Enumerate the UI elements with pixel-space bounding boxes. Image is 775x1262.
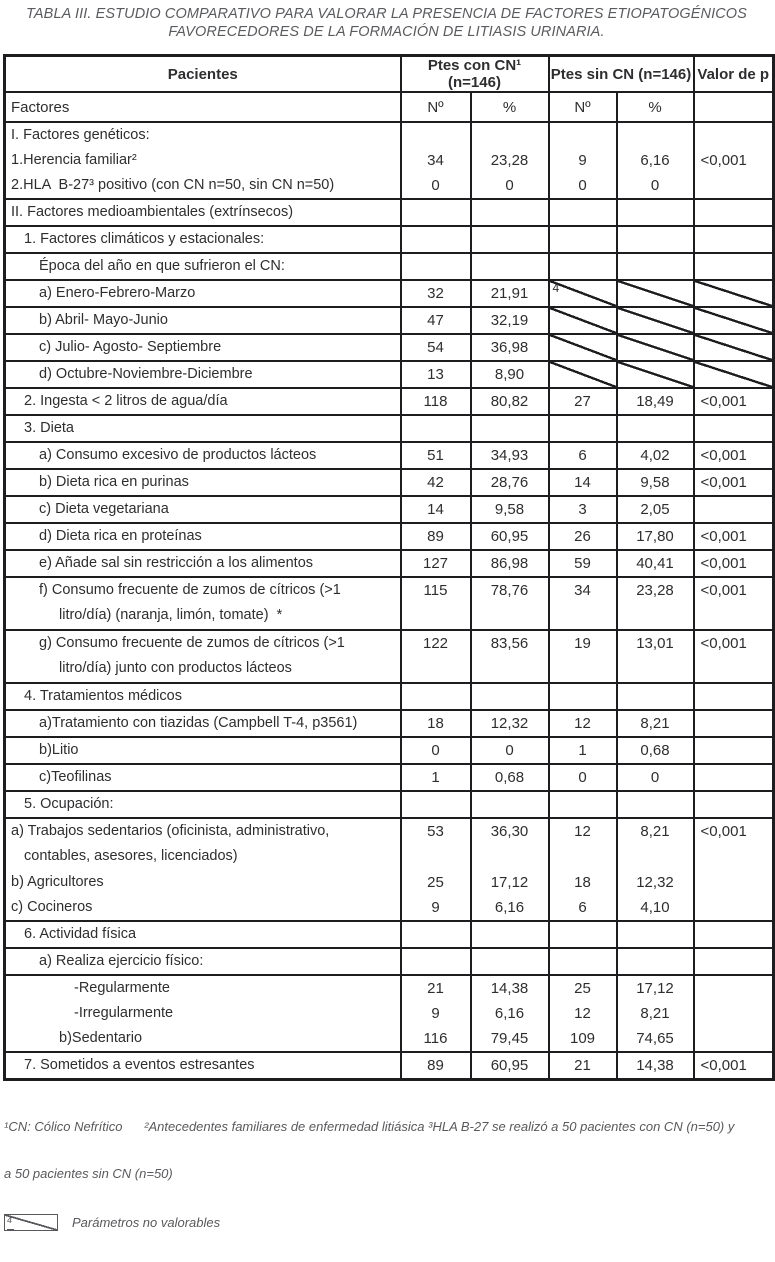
value-cell: 0,68 <box>617 737 694 764</box>
value-cell <box>471 253 549 280</box>
factor-label-cell: b) Agricultores <box>11 874 104 890</box>
table-title <box>2 5 771 41</box>
value-cell <box>694 948 774 975</box>
value-cell <box>471 791 549 818</box>
value-cell: 14,38 <box>471 975 549 1001</box>
value-cell: 9 <box>401 1001 471 1026</box>
value-cell: <0,001 <box>694 523 774 550</box>
table-row <box>5 630 774 683</box>
table-row <box>5 683 774 710</box>
not-assessable-cell <box>694 334 774 361</box>
table-row <box>5 388 774 415</box>
header-row-subcolumns <box>5 92 774 122</box>
value-cell: 12,32 <box>471 710 549 737</box>
value-cell: 0 <box>549 764 617 791</box>
value-cell: 0,68 <box>471 764 549 791</box>
value-cell: 6,16 <box>617 148 694 173</box>
factor-label-cell: 5. Ocupación: <box>5 791 401 818</box>
value-cell: 21 <box>401 975 471 1001</box>
value-cell: 14 <box>549 469 617 496</box>
table-row <box>5 253 774 280</box>
header-con-cn: Ptes con CN¹ (n=146) <box>401 56 549 93</box>
value-cell: 6,16 <box>471 895 549 921</box>
value-cell: 13,01 <box>617 630 694 683</box>
factor-label-cell: d) Octubre-Noviembre-Diciembre <box>5 361 401 388</box>
factor-label-cell: II. Factores medioambientales (extrínsecos) <box>5 199 401 226</box>
header-pacientes: Pacientes <box>5 56 401 93</box>
value-cell <box>401 948 471 975</box>
value-cell <box>694 737 774 764</box>
value-cell: 74,65 <box>617 1026 694 1052</box>
table-row <box>5 469 774 496</box>
value-cell <box>401 415 471 442</box>
not-assessable-cell <box>549 280 617 307</box>
value-cell <box>617 415 694 442</box>
table-row <box>5 442 774 469</box>
value-cell: <0,001 <box>694 630 774 683</box>
value-cell <box>401 122 471 148</box>
table-row <box>5 280 774 307</box>
factor-label-cell: 1.Herencia familiar² <box>11 152 137 168</box>
value-cell <box>549 226 617 253</box>
factor-label-cell: 2.HLA B-27³ positivo (con CN n=50, sin CN n=50) <box>5 173 401 199</box>
value-cell <box>617 683 694 710</box>
value-cell: 12 <box>549 818 617 870</box>
not-assessable-cell <box>617 361 694 388</box>
factor-label-cell: 3. Dieta <box>5 415 401 442</box>
not-assessable-cell <box>549 361 617 388</box>
value-cell: <0,001 <box>694 148 774 173</box>
value-cell <box>694 683 774 710</box>
value-cell: 0 <box>549 173 617 199</box>
value-cell <box>694 173 774 199</box>
value-cell: 0 <box>617 764 694 791</box>
value-cell <box>617 122 694 148</box>
not-assessable-cell <box>694 307 774 334</box>
value-cell: 9 <box>549 148 617 173</box>
value-cell: 0 <box>471 737 549 764</box>
factor-label-cell: c) Julio- Agosto- Septiembre <box>5 334 401 361</box>
table-row <box>5 199 774 226</box>
header-valor-p: Valor de p <box>694 56 774 93</box>
footnotes <box>4 1088 771 1262</box>
value-cell: 8,21 <box>617 818 694 870</box>
value-cell <box>617 791 694 818</box>
factor-label-cell: a) Consumo excesivo de productos lácteos <box>5 442 401 469</box>
value-cell: 89 <box>401 1052 471 1080</box>
not-assessable-cell <box>694 361 774 388</box>
value-cell: 8,21 <box>617 710 694 737</box>
table-row <box>5 921 774 948</box>
factor-label-cell: a)Tratamiento con tiazidas (Campbell T-4, p3561) <box>5 710 401 737</box>
value-cell: <0,001 <box>694 550 774 577</box>
value-cell: 59 <box>549 550 617 577</box>
value-cell <box>549 948 617 975</box>
value-cell: 47 <box>401 307 471 334</box>
value-cell <box>549 253 617 280</box>
value-cell: 78,76 <box>471 577 549 630</box>
value-cell <box>401 226 471 253</box>
value-cell: 6 <box>549 442 617 469</box>
factor-label-cell: a) Realiza ejercicio físico: <box>5 948 401 975</box>
value-cell: 12,32 <box>617 870 694 895</box>
value-cell: <0,001 <box>694 1052 774 1080</box>
table-row <box>5 523 774 550</box>
value-cell <box>471 921 549 948</box>
header-empty <box>694 92 774 122</box>
value-cell: 0 <box>471 173 549 199</box>
value-cell <box>694 975 774 1001</box>
value-cell: 127 <box>401 550 471 577</box>
table-row <box>5 895 774 921</box>
value-cell: 6 <box>549 895 617 921</box>
value-cell: 4,10 <box>617 895 694 921</box>
value-cell <box>549 791 617 818</box>
value-cell: 0 <box>401 737 471 764</box>
value-cell <box>694 253 774 280</box>
value-cell <box>471 948 549 975</box>
factor-label-cell: -Regularmente <box>74 980 170 996</box>
value-cell: 36,30 <box>471 818 549 870</box>
table-row <box>5 764 774 791</box>
value-cell: 80,82 <box>471 388 549 415</box>
value-cell <box>471 122 549 148</box>
value-cell: 40,41 <box>617 550 694 577</box>
value-cell <box>401 921 471 948</box>
value-cell <box>401 253 471 280</box>
value-cell: 9 <box>401 895 471 921</box>
value-cell <box>471 683 549 710</box>
value-cell <box>471 415 549 442</box>
value-cell: 42 <box>401 469 471 496</box>
value-cell: 83,56 <box>471 630 549 683</box>
value-cell: 4,02 <box>617 442 694 469</box>
table-body <box>5 122 774 1080</box>
value-cell: 34,93 <box>471 442 549 469</box>
factor-label-cell: a) Trabajos sedentarios (oficinista, administrativo, contables, asesores, licenciados) <box>11 823 330 864</box>
table-row <box>5 415 774 442</box>
value-cell: 89 <box>401 523 471 550</box>
value-cell <box>694 199 774 226</box>
table-row <box>5 975 774 1001</box>
value-cell: 21,91 <box>471 280 549 307</box>
value-cell: 51 <box>401 442 471 469</box>
comparison-table <box>3 54 775 1081</box>
value-cell: 32 <box>401 280 471 307</box>
factor-label-cell: 2. Ingesta < 2 litros de agua/día <box>5 388 401 415</box>
header-pct-sin: % <box>617 92 694 122</box>
value-cell: 60,95 <box>471 1052 549 1080</box>
footnote-line2: a 50 pacientes sin CN (n=50) <box>4 1165 173 1181</box>
table-row <box>5 361 774 388</box>
footnote-symbol-row <box>4 1214 771 1231</box>
value-cell: 19 <box>549 630 617 683</box>
table-row <box>5 1052 774 1080</box>
value-cell <box>401 791 471 818</box>
table-row <box>5 1001 774 1026</box>
factor-label-cell: Época del año en que sufrieron el CN: <box>5 253 401 280</box>
table-row <box>5 710 774 737</box>
value-cell: 34 <box>401 148 471 173</box>
value-cell: 54 <box>401 334 471 361</box>
factor-label-cell: 7. Sometidos a eventos estresantes <box>5 1052 401 1080</box>
value-cell <box>694 895 774 921</box>
not-assessable-cell <box>694 280 774 307</box>
factor-label-cell: b) Dieta rica en purinas <box>5 469 401 496</box>
value-cell <box>694 1001 774 1026</box>
value-cell: 14 <box>401 496 471 523</box>
value-cell <box>694 791 774 818</box>
factor-label-cell: I. Factores genéticos: <box>11 127 150 143</box>
value-cell: 23,28 <box>617 577 694 630</box>
factor-label-cell: b)Litio <box>5 737 401 764</box>
value-cell: 21 <box>549 1052 617 1080</box>
value-cell: 3 <box>549 496 617 523</box>
value-cell: 79,45 <box>471 1026 549 1052</box>
factor-label-cell: g) Consumo frecuente de zumos de cítricos (>1 litro/día) junto con productos lácteos <box>5 630 401 683</box>
value-cell <box>694 870 774 895</box>
not-assessable-cell <box>549 334 617 361</box>
value-cell: <0,001 <box>694 469 774 496</box>
value-cell: <0,001 <box>694 818 774 870</box>
value-cell <box>617 253 694 280</box>
value-cell: 116 <box>401 1026 471 1052</box>
not-assessable-symbol <box>4 1214 58 1231</box>
table-row <box>5 148 774 173</box>
value-cell: 28,76 <box>471 469 549 496</box>
table-row <box>5 870 774 895</box>
value-cell: 17,12 <box>617 975 694 1001</box>
value-cell: 12 <box>549 710 617 737</box>
value-cell: 18 <box>549 870 617 895</box>
value-cell <box>549 415 617 442</box>
factor-label-cell: c) Cocineros <box>5 895 401 921</box>
not-assessable-cell <box>617 334 694 361</box>
value-cell: 53 <box>401 818 471 870</box>
value-cell: <0,001 <box>694 442 774 469</box>
table-row <box>5 334 774 361</box>
value-cell <box>549 199 617 226</box>
value-cell: 9,58 <box>471 496 549 523</box>
table-row <box>5 818 774 870</box>
value-cell: 9,58 <box>617 469 694 496</box>
value-cell: <0,001 <box>694 577 774 630</box>
value-cell: 17,80 <box>617 523 694 550</box>
table-row <box>5 173 774 199</box>
header-n-sin: Nº <box>549 92 617 122</box>
table-row <box>5 948 774 975</box>
value-cell <box>694 1026 774 1052</box>
not-assessable-cell <box>617 307 694 334</box>
value-cell: 1 <box>401 764 471 791</box>
factor-label-cell: b) Abril- Mayo-Junio <box>5 307 401 334</box>
value-cell <box>694 710 774 737</box>
value-cell: 26 <box>549 523 617 550</box>
value-cell: 118 <box>401 388 471 415</box>
table-row <box>5 307 774 334</box>
value-cell <box>617 199 694 226</box>
factor-label-cell: -Irregularmente <box>74 1005 174 1021</box>
value-cell: 0 <box>617 173 694 199</box>
table-row <box>5 791 774 818</box>
table-row <box>5 737 774 764</box>
value-cell: 86,98 <box>471 550 549 577</box>
value-cell: 27 <box>549 388 617 415</box>
value-cell: 13 <box>401 361 471 388</box>
table-row <box>5 122 774 148</box>
header-pct-con: % <box>471 92 549 122</box>
not-assessable-cell <box>617 280 694 307</box>
value-cell <box>549 921 617 948</box>
not-assessable-cell <box>549 307 617 334</box>
value-cell: 18,49 <box>617 388 694 415</box>
value-cell <box>617 948 694 975</box>
value-cell: 122 <box>401 630 471 683</box>
value-cell <box>549 122 617 148</box>
value-cell: 18 <box>401 710 471 737</box>
value-cell: 6,16 <box>471 1001 549 1026</box>
factor-label-cell: d) Dieta rica en proteínas <box>5 523 401 550</box>
table-title-line1: TABLA III. ESTUDIO COMPARATIVO PARA VALORAR LA PRESENCIA DE FACTORES ETIOPATOGÉNICOS <box>26 6 747 22</box>
value-cell: 36,98 <box>471 334 549 361</box>
header-row-groups <box>5 56 774 93</box>
value-cell: 32,19 <box>471 307 549 334</box>
value-cell: 14,38 <box>617 1052 694 1080</box>
factor-label-cell: 6. Actividad física <box>5 921 401 948</box>
factor-label-cell: 1. Factores climáticos y estacionales: <box>5 226 401 253</box>
table-row <box>5 1026 774 1052</box>
factor-label-cell: c)Teofilinas <box>5 764 401 791</box>
value-cell: 2,05 <box>617 496 694 523</box>
value-cell: 23,28 <box>471 148 549 173</box>
value-cell <box>617 921 694 948</box>
value-cell: 12 <box>549 1001 617 1026</box>
table-title-line2: FAVORECEDORES DE LA FORMACIÓN DE LITIASIS URINARIA. <box>168 24 605 40</box>
value-cell: 1 <box>549 737 617 764</box>
header-n-con: Nº <box>401 92 471 122</box>
value-cell <box>694 226 774 253</box>
value-cell: 109 <box>549 1026 617 1052</box>
value-cell <box>694 415 774 442</box>
footnote-marker: 4 <box>552 281 560 295</box>
value-cell <box>549 683 617 710</box>
value-cell <box>694 921 774 948</box>
value-cell: 34 <box>549 577 617 630</box>
value-cell: 8,21 <box>617 1001 694 1026</box>
footnote-line1: ¹CN: Cólico Nefrítico ²Antecedentes familiares de enfermedad litiásica ³HLA B-27 se realizó a 50 pacientes con CN (n=50) y <box>4 1119 735 1134</box>
value-cell <box>694 764 774 791</box>
footnote-marker-4: 4 <box>7 1213 14 1230</box>
value-cell <box>617 226 694 253</box>
value-cell <box>694 496 774 523</box>
table-row <box>5 550 774 577</box>
value-cell: 115 <box>401 577 471 630</box>
value-cell <box>401 683 471 710</box>
value-cell: 25 <box>401 870 471 895</box>
factor-label-cell: e) Añade sal sin restricción a los alimentos <box>5 550 401 577</box>
factor-label-cell: a) Enero-Febrero-Marzo <box>5 280 401 307</box>
table-row <box>5 226 774 253</box>
value-cell: 60,95 <box>471 523 549 550</box>
header-sin-cn: Ptes sin CN (n=146) <box>549 56 694 93</box>
value-cell: <0,001 <box>694 388 774 415</box>
header-factores: Factores <box>5 92 401 122</box>
value-cell <box>471 199 549 226</box>
factor-label-cell: 4. Tratamientos médicos <box>5 683 401 710</box>
value-cell <box>471 226 549 253</box>
factor-label-cell: b)Sedentario <box>5 1026 401 1052</box>
value-cell <box>401 199 471 226</box>
factor-label-cell: c) Dieta vegetariana <box>5 496 401 523</box>
value-cell: 8,90 <box>471 361 549 388</box>
factor-label-cell: f) Consumo frecuente de zumos de cítricos (>1 litro/día) (naranja, limón, tomate) * <box>5 577 401 630</box>
value-cell: 17,12 <box>471 870 549 895</box>
table-row <box>5 496 774 523</box>
value-cell <box>694 122 774 148</box>
footnote-line3: Parámetros no valorables <box>72 1214 221 1230</box>
value-cell: 0 <box>401 173 471 199</box>
value-cell: 25 <box>549 975 617 1001</box>
table-row <box>5 577 774 630</box>
